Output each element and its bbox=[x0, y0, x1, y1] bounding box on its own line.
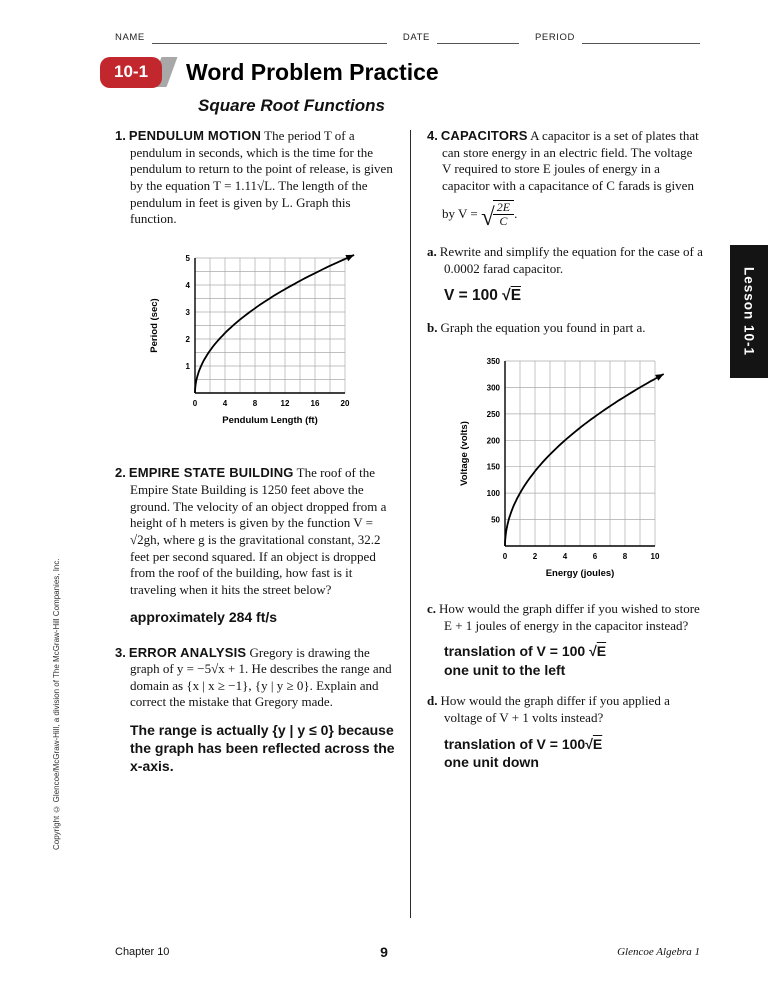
footer-chapter: Chapter 10 bbox=[115, 946, 170, 958]
name-blank-line bbox=[152, 30, 387, 44]
svg-text:16: 16 bbox=[310, 398, 320, 408]
svg-text:3: 3 bbox=[185, 307, 190, 317]
left-column bbox=[115, 128, 397, 794]
radical-sign: √ bbox=[481, 203, 495, 231]
svg-text:300: 300 bbox=[486, 383, 500, 393]
svg-text:6: 6 bbox=[592, 551, 597, 561]
part-label: a. bbox=[427, 244, 437, 260]
problem-text: The period T of a pendulum in seconds, which is the time for the pendulum to return to the point of release, is given by the equation T = 1.11√L. The length of the pendulum in feet is given by L. Graph this function. bbox=[130, 128, 393, 227]
copyright-notice: Copyright © Glencoe/McGraw-Hill, a division of The McGraw-Hill Companies, Inc. bbox=[52, 558, 61, 850]
page-title: Word Problem Practice bbox=[186, 58, 439, 85]
header-fields bbox=[115, 30, 700, 44]
radical-sign: √ bbox=[502, 286, 511, 304]
equation-prefix: by V = bbox=[442, 205, 481, 221]
radicand: E bbox=[596, 643, 607, 660]
answer-text-line2: one unit down bbox=[444, 754, 539, 771]
radical-sign: √ bbox=[585, 735, 593, 752]
problem-4a-answer bbox=[444, 286, 704, 306]
problem-text: The roof of the Empire State Building is 1250 feet above the ground. The velocity of an object dropped from a height of h meters is given by the function V = √2gh, where g is the gravitational constant, 32.2 feet per second squared. If an object is dropped from the roof of the building, how fast is it traveling when it hits the street below? bbox=[130, 465, 387, 597]
problem-2-text-block bbox=[115, 465, 397, 598]
problem-4c-answer bbox=[444, 642, 704, 679]
date-label: DATE bbox=[402, 32, 430, 43]
part-label: c. bbox=[427, 601, 437, 617]
part-text: How would the graph differ if you wished to store E + 1 joules of energy in the capacitor instead? bbox=[439, 601, 700, 633]
answer-text: translation of V = 100 bbox=[444, 643, 590, 660]
svg-text:0: 0 bbox=[192, 398, 198, 408]
capacitor-equation bbox=[442, 200, 704, 234]
pendulum-graph-wrapper bbox=[115, 248, 397, 438]
lesson-number-badge: 10-1 bbox=[100, 57, 162, 88]
problem-title: CAPACITORS bbox=[440, 128, 528, 143]
answer-text: translation of V = 100 bbox=[444, 735, 586, 752]
problem-number: 1. bbox=[115, 128, 126, 143]
fraction-denominator: C bbox=[499, 214, 508, 229]
pendulum-graph bbox=[143, 248, 369, 438]
problem-4-text-block bbox=[427, 128, 704, 195]
svg-text:100: 100 bbox=[486, 488, 500, 498]
capacitor-graph-wrapper bbox=[427, 351, 704, 591]
equation-fraction bbox=[493, 200, 514, 230]
svg-text:0: 0 bbox=[502, 551, 507, 561]
fraction-numerator: 2E bbox=[493, 201, 514, 216]
svg-text:Energy (joules): Energy (joules) bbox=[545, 567, 614, 579]
problem-number: 3. bbox=[115, 644, 126, 660]
svg-text:2: 2 bbox=[532, 551, 537, 561]
footer-book-title: Glencoe Algebra 1 bbox=[617, 946, 700, 958]
problem-number: 4. bbox=[427, 128, 438, 143]
problem-4d-answer bbox=[444, 735, 704, 772]
svg-text:Voltage (volts): Voltage (volts) bbox=[458, 420, 470, 486]
problem-3-answer: The range is actually {y | y ≤ 0} because the graph has been reflected across the x-axis. bbox=[130, 722, 395, 775]
svg-text:200: 200 bbox=[486, 435, 500, 445]
lesson-subtitle: Square Root Functions bbox=[198, 96, 385, 115]
problem-2 bbox=[115, 465, 397, 626]
svg-text:12: 12 bbox=[280, 398, 290, 408]
part-text: Graph the equation you found in part a. bbox=[440, 319, 646, 335]
problem-4c bbox=[427, 601, 704, 634]
capacitor-graph bbox=[453, 351, 679, 591]
answer-text-line2: one unit to the left bbox=[444, 661, 566, 678]
svg-text:250: 250 bbox=[486, 409, 500, 419]
svg-text:10: 10 bbox=[650, 551, 659, 561]
part-text: Rewrite and simplify the equation for the case of a 0.0002 farad capacitor. bbox=[439, 244, 703, 276]
svg-text:4: 4 bbox=[185, 280, 190, 290]
part-label: d. bbox=[427, 693, 438, 709]
title-bar bbox=[100, 55, 439, 89]
right-column bbox=[427, 128, 704, 786]
problem-4 bbox=[427, 128, 704, 772]
svg-text:4: 4 bbox=[222, 398, 228, 408]
problem-4a bbox=[427, 244, 704, 277]
problem-title: PENDULUM MOTION bbox=[128, 128, 262, 143]
problem-3 bbox=[115, 645, 397, 776]
svg-text:20: 20 bbox=[340, 398, 350, 408]
problem-2-answer: approximately 284 ft/s bbox=[130, 609, 278, 626]
lesson-side-tab-label: Lesson 10-1 bbox=[741, 266, 757, 357]
radical-sign: √ bbox=[589, 643, 597, 660]
period-label: PERIOD bbox=[534, 32, 575, 43]
svg-text:350: 350 bbox=[486, 356, 500, 366]
problem-number: 2. bbox=[115, 465, 126, 481]
svg-text:2: 2 bbox=[185, 334, 190, 344]
part-label: b. bbox=[427, 319, 438, 335]
svg-text:Period (sec): Period (sec) bbox=[149, 298, 160, 353]
problem-title: EMPIRE STATE BUILDING bbox=[128, 465, 294, 481]
problem-4b bbox=[427, 320, 704, 337]
problem-1-text-block bbox=[115, 128, 397, 228]
date-blank-line bbox=[437, 30, 519, 44]
footer-page-number: 9 bbox=[380, 944, 388, 960]
problem-4d bbox=[427, 693, 704, 726]
problem-text: A capacitor is a set of plates that can store energy in an electric field. The voltage V required to store E joules of energy in a capacitor with a capacitance of C farads is given bbox=[442, 128, 699, 193]
column-divider bbox=[410, 130, 411, 918]
problem-1 bbox=[115, 128, 397, 437]
svg-text:8: 8 bbox=[622, 551, 627, 561]
lesson-side-tab bbox=[730, 245, 768, 378]
svg-text:5: 5 bbox=[185, 253, 190, 263]
answer-text: V = 100 bbox=[444, 286, 503, 304]
problem-text: Gregory is drawing the graph of y = −5√x + 1. He describes the range and domain as {x | x ≥ −1}, {y | y ≥ 0}. Explain and correct the mistake that Gregory made. bbox=[130, 644, 392, 710]
part-text: How would the graph differ if you applied a voltage of V + 1 volts instead? bbox=[440, 693, 670, 726]
problem-3-text-block bbox=[115, 645, 397, 712]
svg-text:1: 1 bbox=[185, 361, 190, 371]
period-blank-line bbox=[582, 30, 700, 44]
svg-text:Pendulum Length (ft): Pendulum Length (ft) bbox=[222, 414, 318, 426]
radicand: E bbox=[510, 286, 522, 304]
name-label: NAME bbox=[115, 32, 145, 43]
svg-text:8: 8 bbox=[252, 398, 258, 408]
radicand: E bbox=[592, 735, 603, 752]
svg-text:50: 50 bbox=[490, 515, 500, 525]
svg-text:4: 4 bbox=[562, 551, 567, 561]
svg-text:150: 150 bbox=[486, 462, 500, 472]
problem-title: ERROR ANALYSIS bbox=[128, 644, 247, 660]
equation-suffix: . bbox=[514, 205, 518, 221]
